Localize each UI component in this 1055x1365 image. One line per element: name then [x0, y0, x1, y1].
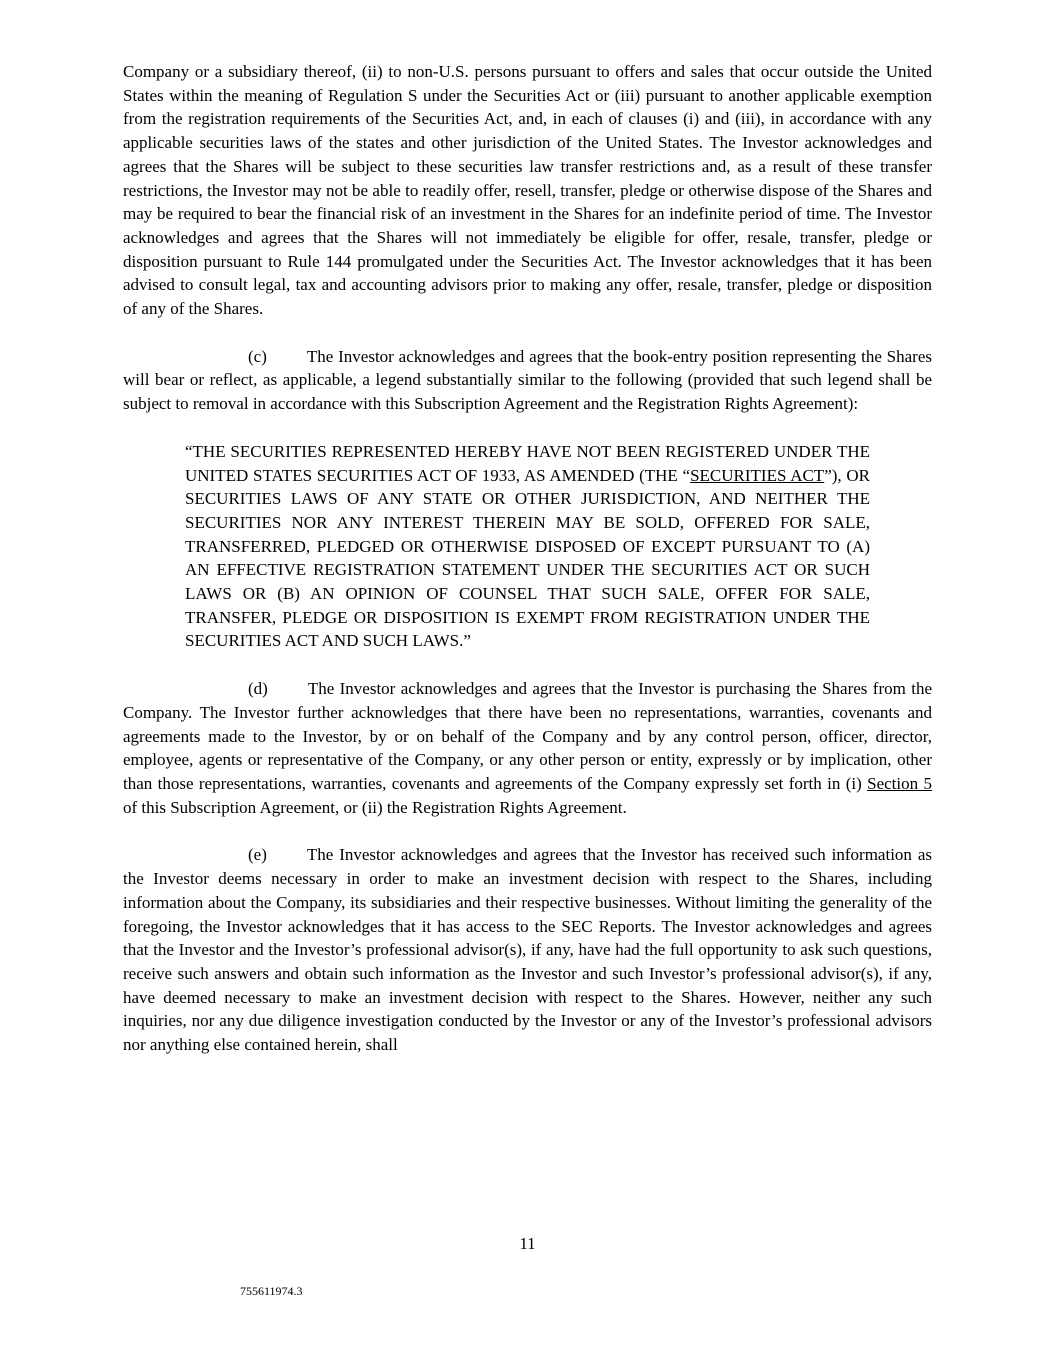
- paragraph-c-label: (c): [248, 346, 267, 366]
- paragraph-continuation: [123, 60, 932, 321]
- paragraph-d-text-post: of this Subscription Agreement, or (ii) the Registration Rights Agreement.: [123, 797, 627, 817]
- legend-text-post: ”), OR SECURITIES LAWS OF ANY STATE OR OTHER JURISDICTION, AND NEITHER THE SECURITIES NOR ANY INTEREST THEREIN MAY BE SOLD, OFFERED FOR SALE, TRANSFERRED, PLEDGED OR OTHERWISE DISPOSED OF EXCEPT PURSUANT TO (A) AN EFFECTIVE REGISTRATION STATEMENT UNDER THE SECURITIES ACT OR SUCH LAWS OR (B) AN OPINION OF COUNSEL THAT SUCH SALE, OFFER FOR SALE, TRANSFER, PLEDGE OR DISPOSITION IS EXEMPT FROM REGISTRATION UNDER THE SECURITIES ACT AND SUCH LAWS.”: [185, 465, 871, 651]
- paragraph-e-text: The Investor acknowledges and agrees that the Investor has received such information as the Investor deems necessary in order to make an investment decision with respect to the Shares, including information about the Company, its subsidiaries and their respective businesses. Without limiting the generality of the foregoing, the Investor acknowledges that it has access to the SEC Reports. The Investor acknowledges and agrees that the Investor and the Investor’s professional advisor(s), if any, have had the full opportunity to ask such questions, receive such answers and obtain such information as the Investor and such Investor’s professional advisor(s), if any, have deemed necessary to make an investment decision with respect to the Shares. However, neither any such inquiries, nor any due diligence investigation conducted by the Investor or any of the Investor’s professional advisors nor anything else contained herein, shall: [123, 845, 932, 1055]
- legend-text-pre: “THE SECURITIES REPRESENTED HEREBY HAVE NOT BEEN REGISTERED UNDER THE UNITED STATES SECURITIES ACT OF 1933, AS AMENDED (THE “: [185, 441, 870, 485]
- paragraph-e: [123, 843, 932, 1056]
- page-number: 11: [519, 1234, 536, 1253]
- paragraph-d-text-pre: The Investor acknowledges and agrees that the Investor is purchasing the Shares from the Company. The Investor further acknowledges that there have been no representations, warranties, covenants and agreements made to the Investor, by or on behalf of the Company and by any control person, officer, director, employee, agents or representative of the Company, or any other person or entity, expressly or by implication, other than those representations, warranties, covenants and agreements of the Company expressly set forth in (i): [123, 679, 932, 793]
- paragraph-c-text: The Investor acknowledges and agrees that the book-entry position representing the Shares will bear or reflect, as applicable, a legend substantially similar to the following (provided that such legend shall be subject to removal in accordance with this Subscription Agreement and the Registration Rights Agreement):: [123, 346, 932, 414]
- document-id-footer: 755611974.3: [240, 1284, 303, 1298]
- paragraph-e-label: (e): [248, 845, 267, 865]
- legend-defined-term-underlined: SECURITIES ACT: [690, 465, 825, 485]
- paragraph-d-label: (d): [248, 679, 268, 699]
- section-5-cross-reference: Section 5: [867, 773, 932, 793]
- securities-legend-blockquote: [185, 440, 870, 653]
- paragraph-continuation-text: Company or a subsidiary thereof, (ii) to non-U.S. persons pursuant to offers and sales that occur outside the United States within the meaning of Regulation S under the Securities Act or (iii) pursuant to another applicable exemption from the registration requirements of the Securities Act, and, in each of clauses (i) and (iii), in accordance with any applicable securities laws of the states and other jurisdiction of the United States. The Investor acknowledges and agrees that the Shares will be subject to these securities law transfer restrictions and, as a result of these transfer restrictions, the Investor may not be able to readily offer, resell, transfer, pledge or otherwise dispose of the Shares and may be required to bear the financial risk of an investment in the Shares for an indefinite period of time. The Investor acknowledges and agrees that the Shares will not immediately be eligible for offer, resale, transfer, pledge or disposition pursuant to Rule 144 promulgated under the Securities Act. The Investor acknowledges that it has been advised to consult legal, tax and accounting advisors prior to making any offer, resale, transfer, pledge or disposition of any of the Shares.: [123, 62, 932, 319]
- paragraph-d: [123, 677, 932, 819]
- paragraph-c: [123, 345, 932, 416]
